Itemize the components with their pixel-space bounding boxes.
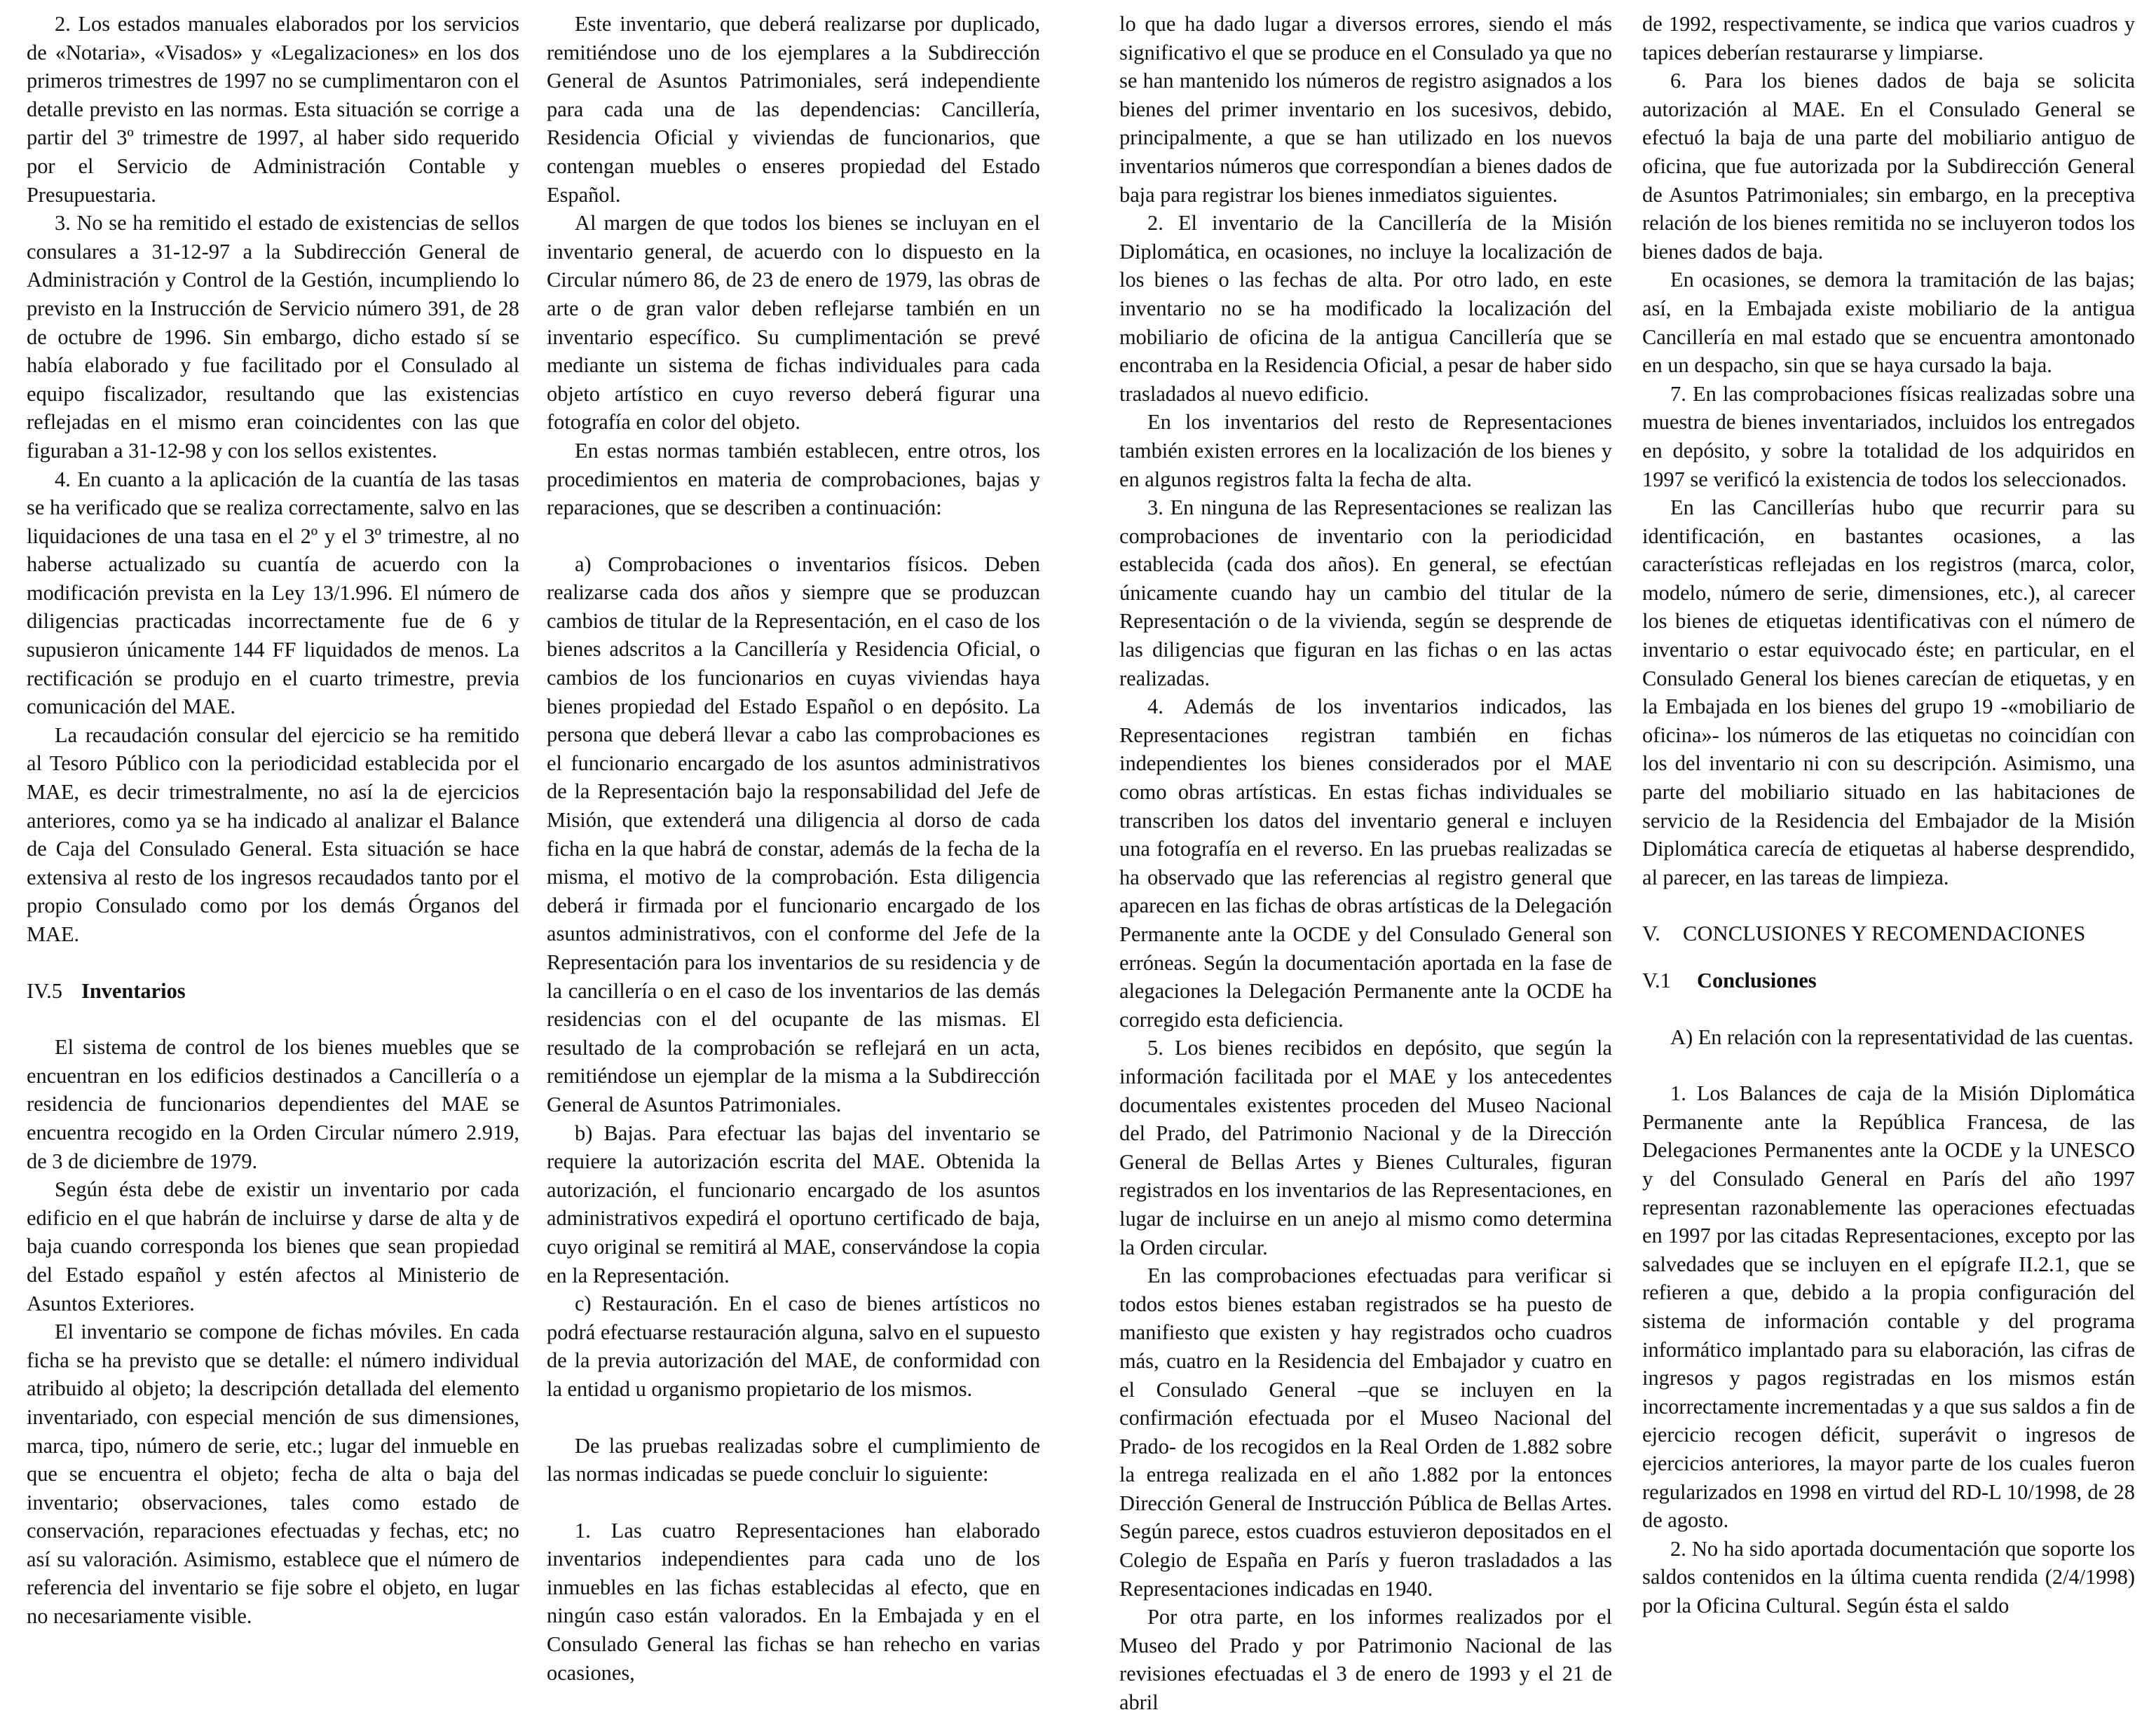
paragraph: c) Restauración. En el caso de bienes artísticos no podrá efectuarse restauración alguna, salvo en el supuesto de la previa autorización del MAE, de conformidad con la entidad u organismo propietario de los mismos.: [547, 1292, 1040, 1401]
heading-title: Conclusiones: [1697, 969, 1817, 992]
paragraph: En las comprobaciones efectuadas para verificar si todos estos bienes estaban registrados se ha puesto de manifiesto que existen y hay registrados ocho cuadros más, cuatro en la Residencia del Embajador y cuatro en el Consulado General –que se incluyen en la confirmación efectuada por el Museo Nacional del Prado- de los recogidos en la Real Orden de 1.882 sobre la entrega realizada en el año 1.882 por la entonces Dirección General de Instrucción Pública de Bellas Artes. Según parece, estos cuadros estuvieron depositados en el Colegio de España en París y fueron trasladados a las Representaciones indicadas en 1940.: [1119, 1264, 1612, 1601]
paragraph: 4. Además de los inventarios indicados, las Representaciones registran también en fichas independientes los bienes considerados por el MAE como obras artísticas. En estas fichas individuales se transcriben los datos del inventario general e incluyen una fotografía en el reverso. En las pruebas realizadas se ha observado que las referencias al registro general que aparecen en las fichas de obras artísticas de la Delegación Permanente ante la OCDE y del Consulado General son erróneas. Según la documentación aportada en la fase de alegaciones la Delegación Permanente ante la OCDE ha corregido esta deficiencia.: [1119, 695, 1612, 1032]
paragraph: 4. En cuanto a la aplicación de la cuantía de las tasas se ha verificado que se realiza correctamente, salvo en las liquidaciones de una tasa en el 2º y el 3º trimestre, al no haberse actualizado su cuantía de acuerdo con la modificación prevista en la Ley 13/1.996. El número de diligencias practicadas incorrectamente fue de 6 y supusieron únicamente 144 FF liquidados de menos. La rectificación se produjo en el cuarto trimestre, previa comunicación del MAE.: [27, 467, 519, 719]
text-column-4: [1642, 10, 2135, 1664]
text-column-2: [547, 10, 1040, 1685]
paragraph: El sistema de control de los bienes muebles que se encuentran en los edificios destinados a Cancillería o a residencia de funcionarios dependientes del MAE se encuentra recogido en la Orden Circular número 2.919, de 3 de diciembre de 1979.: [27, 1035, 519, 1173]
paragraph: 6. Para los bienes dados de baja se solicita autorización al MAE. En el Consulado General se efectuó la baja de una parte del mobiliario antiguo de oficina, que fue autorizada por la Subdirección General de Asuntos Patrimoniales; sin embargo, en la preceptiva relación de los bienes remitida no se incluyeron todos los bienes dados de baja.: [1642, 69, 2135, 264]
heading-number: V.1: [1642, 969, 1671, 992]
paragraph: Por otra parte, en los informes realizados por el Museo del Prado y por Patrimonio Nacional de las revisiones efectuadas el 3 de enero de 1993 y el 21 de abril: [1119, 1605, 1612, 1715]
paragraph: 3. No se ha remitido el estado de existencias de sellos consulares a 31-12-97 a la Subdirección General de Administración y Control de la Gestión, incumpliendo lo previsto en la Instrucción de Servicio número 391, de 28 de octubre de 1996. Sin embargo, dicho estado sí se había elaborado y fue facilitado por el Consulado al equipo fiscalizador, resultando que las existencias reflejadas en el mismo eran coincidentes con las que figuraban a 31-12-98 y con los sellos existentes.: [27, 211, 519, 463]
paragraph: En las Cancillerías hubo que recurrir para su identificación, en bastantes ocasiones, a las características reflejadas en los registros (marca, color, modelo, número de serie, dimensiones, etc.), al carecer los bienes de etiquetas identificativas con el número de inventario o estar equivocado éste; en particular, en el Consulado General los bienes carecían de etiquetas, y en la Embajada en los bienes del grupo 19 -«mobiliario de oficina»- los números de las etiquetas no coincidían con los del inventario ni con su descripción. Asimismo, una parte del mobiliario situado en las habitaciones de servicio de la Residencia del Embajador de la Misión Diplomática carecía de etiquetas al haberse desprendido, al parecer, en las tareas de limpieza.: [1642, 495, 2135, 889]
section-heading-conclusiones: [1642, 966, 2135, 995]
heading-title: Inventarios: [81, 978, 186, 1003]
paragraph: A) En relación con la representatividad de las cuentas.: [1670, 1025, 2134, 1049]
text-column-1: [27, 10, 519, 1664]
paragraph: En ocasiones, se demora la tramitación de las bajas; así, en la Embajada existe mobiliario de la antigua Cancillería en mal estado que se encuentra amontonado en un despacho, sin que se haya cursado la baja.: [1642, 268, 2135, 378]
paragraph: 3. En ninguna de las Representaciones se realizan las comprobaciones de inventario con la periodicidad establecida (cada dos años). En general, se efectúan únicamente cuando hay un cambio del titular de la Representación o de la vivienda, según se desprende de las diligencias que figuran en las fichas o en las actas realizadas.: [1119, 495, 1612, 690]
text-column-3: [1119, 10, 1612, 1715]
paragraph: b) Bajas. Para efectuar las bajas del inventario se requiere la autorización escrita del MAE. Obtenida la autorización, el funcionario encargado de los asuntos administrativos expedirá el oportuno certificado de baja, cuyo original se remitirá al MAE, conservándose la copia en la Representación.: [547, 1121, 1040, 1287]
paragraph: a) Comprobaciones o inventarios físicos. Deben realizarse cada dos años y siempre que se produzcan cambios de titular de la Representación, en el caso de los bienes adscritos a la Cancillería y Residencia Oficial, o cambios de los funcionarios en cuyas viviendas haya bienes propiedad del Estado Español o en depósito. La persona que deberá llevar a cabo las comprobaciones es el funcionario encargado de los asuntos administrativos de la Representación bajo la responsabilidad del Jefe de Misión, que extenderá una diligencia al dorso de cada ficha en la que habrá de constar, además de la fecha de la misma, el motivo de la comprobación. Esta diligencia deberá ir firmada por el funcionario encargado de los asuntos administrativos, con el conforme del Jefe de la Representación para los inventarios de su residencia y de la cancillería o en el caso de los inventarios de las demás residencias con el del ocupante de las mismas. El resultado de la comprobación se reflejará en un acta, remitiéndose un ejemplar de la misma a la Subdirección General de Asuntos Patrimoniales.: [547, 552, 1040, 1116]
paragraph: En los inventarios del resto de Representaciones también existen errores en la localización de los bienes y en algunos registros falta la fecha de alta.: [1119, 410, 1612, 491]
paragraph: lo que ha dado lugar a diversos errores, siendo el más significativo el que se produce en el Consulado ya que no se han mantenido los números de registro asignados a los bienes del primer inventario en los sucesivos, debido, principalmente, a que se han utilizado en los nuevos inventarios números que correspondían a bienes dados de baja para registrar los bienes inmediatos siguientes.: [1119, 12, 1612, 207]
paragraph: 5. Los bienes recibidos en depósito, que según la información facilitada por el MAE y los antecedentes documentales existentes proceden del Museo Nacional del Prado, del Patrimonio Nacional y de la Dirección General de Bellas Artes y Bienes Culturales, figuran registrados en los inventarios de las Representaciones, en lugar de incluirse en un anejo al mismo como determina la Orden circular.: [1119, 1036, 1612, 1259]
paragraph: 7. En las comprobaciones físicas realizadas sobre una muestra de bienes inventariados, incluidos los entregados en depósito, y sobre la totalidad de los adquiridos en 1997 se verificó la existencia de todos los seleccionados.: [1642, 381, 2135, 491]
paragraph: Este inventario, que deberá realizarse por duplicado, remitiéndose uno de los ejemplares a la Subdirección General de Asuntos Patrimoniales, será independiente para cada una de las dependencias: Cancillería, Residencia Oficial y viviendas de funcionarios, que contengan muebles o enseres propiedad del Estado Español.: [547, 12, 1040, 207]
paragraph: Al margen de que todos los bienes se incluyan en el inventario general, de acuerdo con lo dispuesto en la Circular número 86, de 23 de enero de 1979, las obras de arte o de gran valor deben reflejarse también en un inventario específico. Su cumplimentación se prevé mediante un sistema de fichas individuales para cada objeto artístico en cuyo reverso deberá figurar una fotografía en color del objeto.: [547, 211, 1040, 435]
paragraph: 2. No ha sido aportada documentación que soporte los saldos contenidos en la última cuenta rendida (2/4/1998) por la Oficina Cultural. Según ésta el saldo: [1642, 1536, 2135, 1617]
chapter-title: CONCLUSIONES Y RECOMENDACIONES: [1683, 922, 2086, 946]
paragraph: 1. Las cuatro Representaciones han elaborado inventarios independientes para cada uno de los inmuebles en las fichas establecidas al efecto, que en ningún caso están valorados. En la Embajada y en el Consulado General las fichas se han rehecho en varias ocasiones,: [547, 1518, 1040, 1685]
paragraph: 2. Los estados manuales elaborados por los servicios de «Notaria», «Visados» y «Legalizaciones» en los dos primeros trimestres de 1997 no se cumplimentaron con el detalle previsto en las normas. Esta situación se corrige a partir del 3º trimestre de 1997, al haber sido requerido por el Servicio de Administración Contable y Presupuestaria.: [27, 12, 519, 207]
paragraph: De las pruebas realizadas sobre el cumplimiento de las normas indicadas se puede concluir lo siguiente:: [547, 1433, 1040, 1486]
paragraph: El inventario se compone de fichas móviles. En cada ficha se ha previsto que se detalle: el número individual atribuido al objeto; la descripción detallada del elemento inventariado, con especial mención de sus dimensiones, marca, tipo, número de serie, etc.; lugar del inmueble en que se encuentra el objeto; fecha de alta o baja del inventario; observaciones, tales como estado de conservación, reparaciones efectuadas y fechas, etc; no así su valoración. Asimismo, establece que el número de referencia del inventario se fije sobre el objeto, en lugar no necesariamente visible.: [27, 1320, 519, 1629]
chapter-number: V.: [1642, 922, 1661, 946]
paragraph: de 1992, respectivamente, se indica que varios cuadros y tapices deberían restaurarse y limpiarse.: [1642, 12, 2135, 64]
heading-number: IV.5: [27, 978, 62, 1003]
paragraph: Según ésta debe de existir un inventario por cada edificio en el que habrán de incluirse y darse de alta y de baja cuando corresponda los bienes que sean propiedad del Estado español y estén afectos al Ministerio de Asuntos Exteriores.: [27, 1177, 519, 1315]
paragraph: 1. Los Balances de caja de la Misión Diplomática Permanente ante la República Francesa, de las Delegaciones Permanentes ante la OCDE y la UNESCO y del Consulado General en París del año 1997 representan razonablemente las operaciones efectuadas en 1997 por las citadas Representaciones, excepto por las salvedades que se incluyen en el epígrafe II.2.1, que se refieren a que, debido a la propia configuración del sistema de información contable y del programa informático implantado para su elaboración, las cifras de ingresos y pagos registradas en los mismos están incorrectamente incrementadas y a que sus saldos a fin de ejercicio recogen déficit, superávit o ingresos de ejercicios anteriores, la mayor parte de los cuales fueron regularizados en 1998 en virtud del RD-L 10/1998, de 28 de agosto.: [1642, 1081, 2135, 1533]
paragraph: En estas normas también establecen, entre otros, los procedimientos en materia de comprobaciones, bajas y reparaciones, que se describen a continuación:: [547, 438, 1040, 520]
paragraph: La recaudación consular del ejercicio se ha remitido al Tesoro Público con la periodicidad establecida por el MAE, es decir trimestralmente, no así la de ejercicios anteriores, como ya se ha indicado al analizar el Balance de Caja del Consulado General. Esta situación se hace extensiva al resto de los ingresos recaudados tanto por el propio Consulado como por los demás Órganos del MAE.: [27, 723, 519, 946]
chapter-heading-conclusiones: [1642, 919, 2135, 948]
section-heading-inventarios: [27, 977, 519, 1006]
paragraph: 2. El inventario de la Cancillería de la Misión Diplomática, en ocasiones, no incluye la localización de los bienes o las fechas de alta. Por otro lado, en este inventario no se ha modificado la localización del mobiliario de oficina de la antigua Cancillería que se encontraba en la Residencia Oficial, a pesar de haber sido trasladados al nuevo edificio.: [1119, 211, 1612, 406]
